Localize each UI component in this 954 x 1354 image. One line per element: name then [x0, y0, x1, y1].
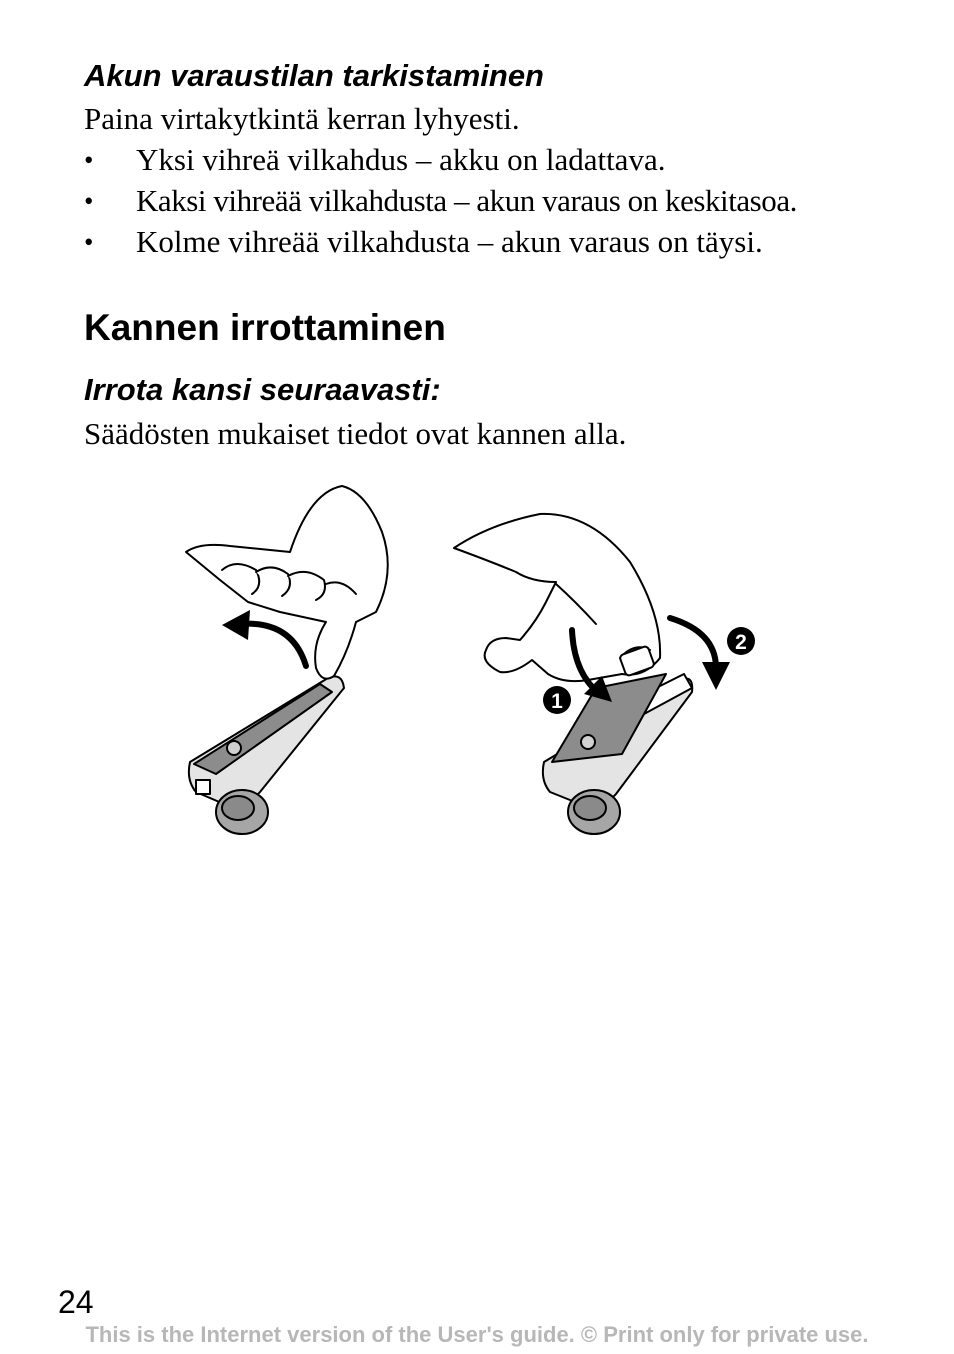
hand-right-icon	[454, 514, 660, 681]
bullet-icon: •	[84, 186, 94, 216]
hand-left-icon	[186, 486, 388, 679]
list-item-text: Kolme vihreää vilkahdusta – akun varaus on täysi.	[136, 224, 763, 259]
svg-text:1: 1	[551, 690, 563, 713]
svg-text:2: 2	[735, 631, 747, 654]
arrow-lift-icon	[240, 624, 306, 666]
footer-notice: This is the Internet version of the User's guide. © Print only for private use.	[85, 1322, 869, 1347]
list-item-text: Yksi vihreä vilkahdus – akku on ladattava.	[136, 142, 666, 177]
step-2-marker	[727, 627, 755, 655]
page-number: 24	[58, 1284, 94, 1320]
step-1-marker	[543, 686, 571, 714]
arrow-lift-head-icon	[222, 610, 250, 640]
battery-status-intro: Paina virtakytkintä kerran lyhyesti.	[84, 101, 520, 136]
bullet-icon: •	[84, 227, 94, 257]
remove-cover-subheading: Irrota kansi seuraavasti:	[84, 372, 441, 407]
cover-removal-illustration	[160, 462, 800, 852]
arrow-step2-icon	[670, 618, 716, 668]
section-heading-remove-cover: Kannen irrottaminen	[84, 307, 446, 348]
section-title-battery-status: Akun varaustilan tarkistaminen	[84, 58, 544, 93]
remove-cover-text: Säädösten mukaiset tiedot ovat kannen alla.	[84, 416, 627, 451]
arrow-step2-head-icon	[702, 662, 730, 690]
bullet-icon: •	[84, 145, 94, 175]
headset-left-icon	[189, 676, 344, 834]
list-item-text: Kaksi vihreää vilkahdusta – akun varaus on keskitasoa.	[136, 183, 797, 218]
